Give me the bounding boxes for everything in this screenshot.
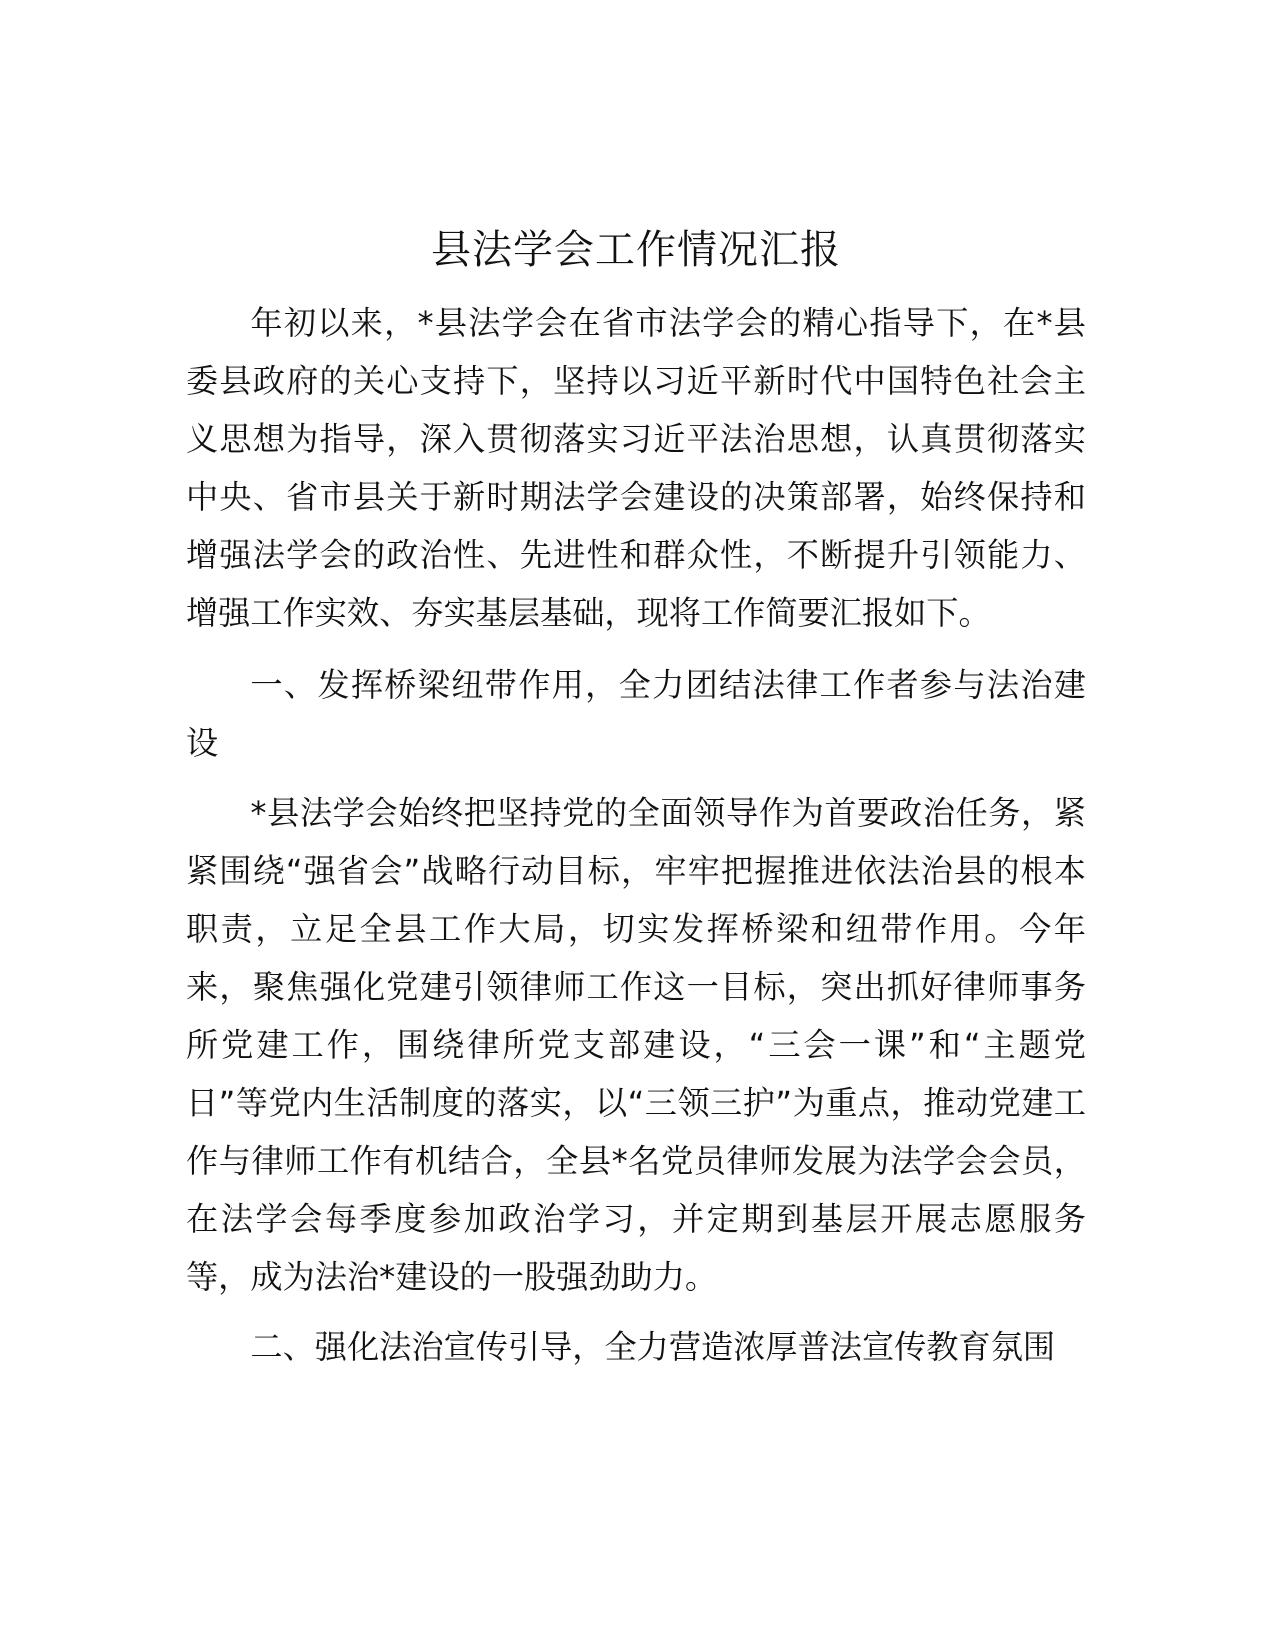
section-heading-2: 二、强化法治宣传引导，全力营造浓厚普法宣传教育氛围 — [250, 1328, 1056, 1366]
document-body — [186, 222, 1086, 1376]
section-1-paragraph: *县法学会始终把坚持党的全面领导作为首要政治任务，紧紧围绕“强省会”战略行动目标，牢牢把握推进依法治县的根本职责，立足全县工作大局，切实发挥桥梁和纽带作用。今年来，聚焦强化党建引领律师工作这一目标，突出抓好律师事务所党建工作，围绕律所党支部建设，“三会一课”和“主题党日”等党内生活制度的落实，以“三领三护”为重点，推动党建工作与律师工作有机结合，全县*名党员律师发展为法学会会员，在法学会每季度参加政治学习，并定期到基层开展志愿服务等，成为法治*建设的一股强劲助力。 — [186, 794, 1086, 1296]
section-heading-1: 一、发挥桥梁纽带作用，全力团结法律工作者参与法治建设 — [186, 666, 1086, 762]
document-title: 县法学会工作情况汇报 — [431, 227, 841, 273]
intro-paragraph: 年初以来，*县法学会在省市法学会的精心指导下，在*县委县政府的关心支持下，坚持以习近平新时代中国特色社会主义思想为指导，深入贯彻落实习近平法治思想，认真贯彻落实中央、省市县关于新时期法学会建设的决策部署，始终保持和增强法学会的政治性、先进性和群众性，不断提升引领能力、增强工作实效、夯实基层基础，现将工作简要汇报如下。 — [186, 304, 1086, 632]
